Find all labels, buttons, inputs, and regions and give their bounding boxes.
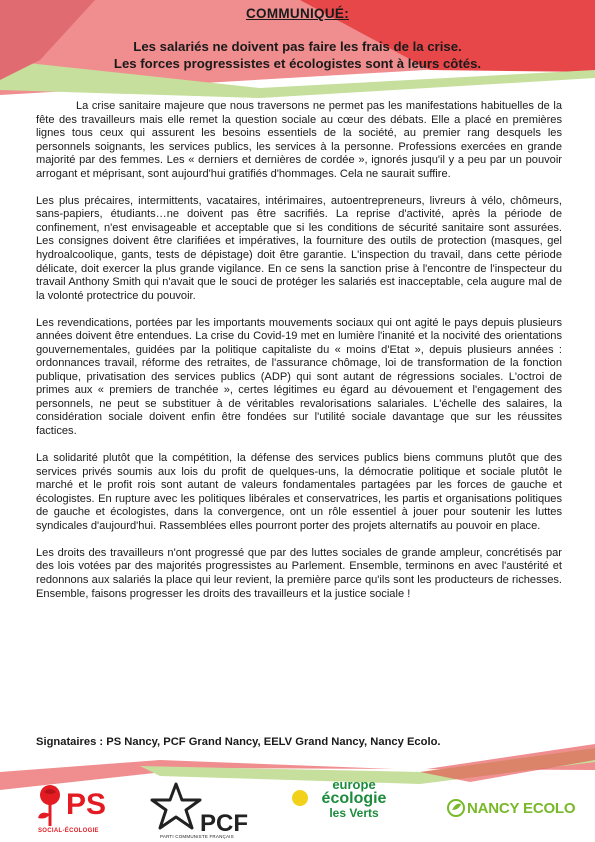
paragraph-4: La solidarité plutôt que la compétition, la défense des services publics biens communs plutôt que des services privés soumis aux lois du profit de quelques-uns, la démocratie politique et sociale plutôt le marché et le profit rois sont autant de valeurs fondamentales partagées par les forces de gauche et écologistes. En rupture avec les politiques libérales et conservatrices, les partis et organisations politiques de gauche et écologistes, dans la convergence, ont un rôle essentiel à jouer pour soutenir les luttes syndicales d'aujourd'hui. Rassemblées elles pourront porter des projets alternatifs au pouvoir en place. — [36, 452, 562, 532]
eelv-logo-line-3: les Verts — [329, 806, 379, 820]
nancy-ecolo-leaf-icon — [446, 798, 466, 818]
communique-body — [36, 100, 562, 615]
pcf-star-icon — [150, 782, 202, 830]
subtitle-line-2: Les forces progressistes et écologistes sont à leurs côtés. — [113, 56, 482, 71]
eelv-logo-line-2: écologie — [321, 790, 387, 807]
paragraph-2: Les plus précaires, intermittents, vacataires, intérimaires, autoentrepreneurs, livreurs à vélo, chômeurs, sans-papiers, étudiants…ne doivent pas être sacrifiés. La reprise d'activité, après la période de confinement, n'est envisageable et acceptable que si les conditions de sécurité sanitaire sont assurées. Les consignes doivent être clarifiées et impératives, la fourniture des outils de protection (masques, gel hydroalcoolique, gants, tests de dépistage) doit être garantie. L'inspection du travail, dans cette période délicate, doit exercer la plus grande vigilance. En ce sens la sanction prise à l'encontre de l'inspecteur du travail Anthony Smith qui n'avait que le souci de protéger les salariés est inacceptable, cela augure mal de la volonté protectrice du pouvoir. — [36, 194, 562, 302]
subtitle-line-1: Les salariés ne doivent pas faire les frais de la crise. — [133, 39, 462, 54]
signatories: Signataires : PS Nancy, PCF Grand Nancy, EELV Grand Nancy, Nancy Ecolo. — [36, 736, 441, 748]
ps-logo-text: PS — [66, 788, 107, 821]
paragraph-5: Les droits des travailleurs n'ont progressé que par des luttes sociales de grande ampleur, concrétisés par des lois votées par des majorités progressistes au Parlement. Ensemble, terminons en avec l'austérité et redonnons aux salariés la place qui leur revient, la première parce qu'ils sont les producteurs de richesses. Ensemble, faisons progresser les droits des travailleurs et la justice sociale ! — [36, 546, 562, 600]
nancy-ecolo-logo-text: NANCY ECOLO — [467, 800, 576, 817]
paragraph-3: Les revendications, portées par les importants mouvements sociaux qui ont agité le pays depuis plusieurs années doivent être entendues. La crise du Covid-19 met en lumière l'inanité et la nocivité des orientations gouvernementales, guidées par la politique capitaliste du « moins d'Etat », depuis plusieurs années : ordonnances travail, réforme des retraites, de l'assurance chômage, loi de transformation de la fonction publique, privatisation des services publics (ADP) qui sont autant de régressions sociales. L'octroi de primes aux « premiers de tranchée », certes légitimes eu égard au dévouement et l'engagement des personnels, ne peut se substituer à de véritables revalorisations salariales. L'échelle des salaires, la considération sociale doivent enfin être fondées sur l'utilité sociale davantage que sur les réussites factices. — [36, 316, 562, 438]
ps-rose-icon — [32, 782, 68, 828]
subtitle — [40, 38, 555, 72]
eelv-logo-line-1: europe — [332, 777, 376, 792]
pcf-logo-tagline: PARTI COMMUNISTE FRANÇAIS — [160, 834, 234, 839]
ps-logo-tagline: SOCIAL-ÉCOLOGIE — [38, 828, 99, 834]
eelv-logo — [306, 778, 402, 820]
paragraph-1: La crise sanitaire majeure que nous traversons ne permet pas les manifestations habituelles de la fête des travailleurs mais elle remet la question sociale au cœur des débats. Elle a placé en premières lignes tous ceux qui assurent les besoins essentiels de la société, au premier rang desquels les personnels soignants, les services publics, les services à la personne. Professions exercées en grande majorité par des femmes. Les « derniers et dernières de cordée », ignorés jusqu'il y a peu par un pouvoir arrogant et méprisant, sont aujourd'hui gratifiés d'hommages. Cela ne saurait suffire. — [36, 100, 562, 180]
page-title: COMMUNIQUÉ: — [245, 6, 350, 21]
pcf-logo-text: PCF — [200, 810, 248, 837]
